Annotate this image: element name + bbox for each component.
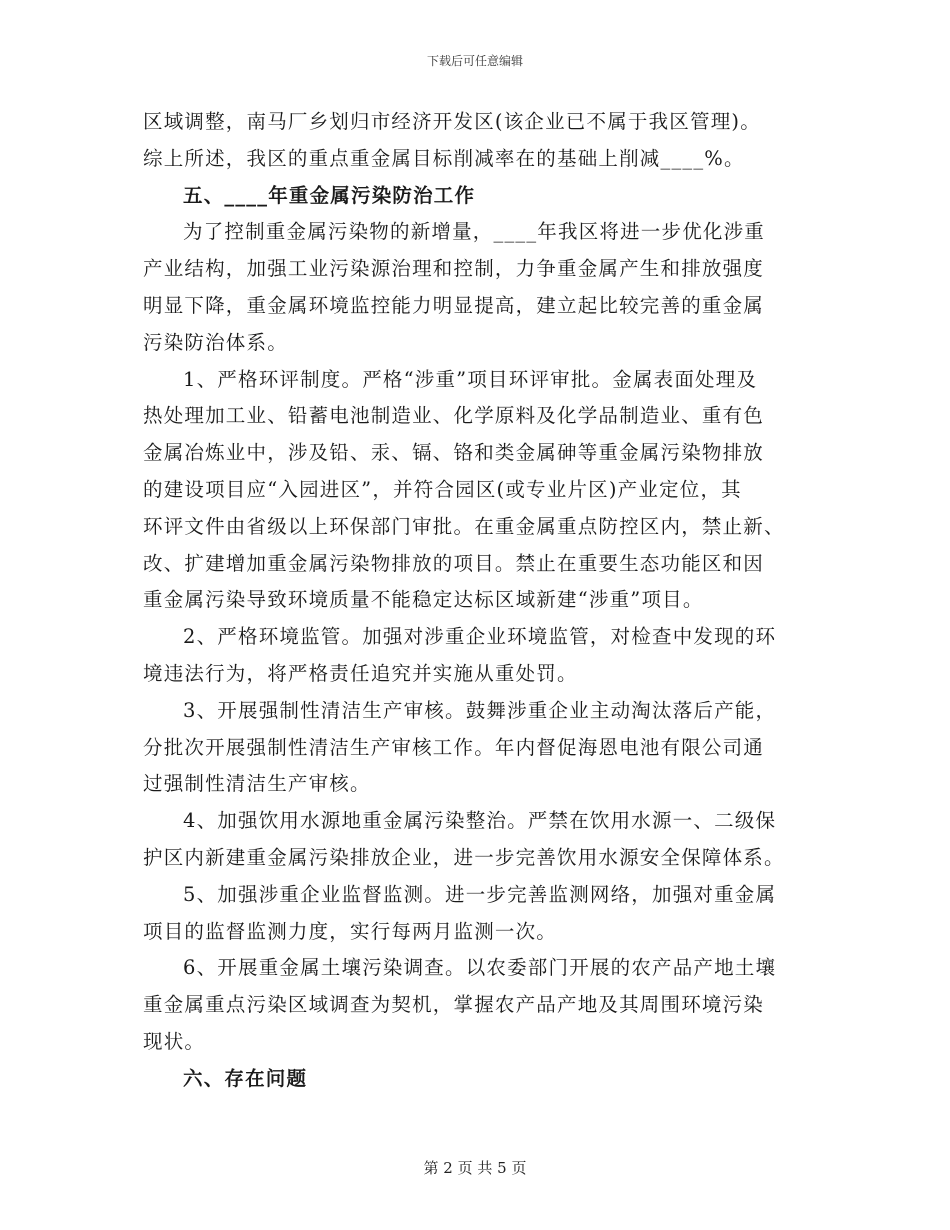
paragraph: [143, 104, 807, 178]
section-heading: [143, 1061, 807, 1098]
text-line: 过强制性清洁生产审核。: [143, 772, 371, 796]
text-line: 3、开展强制性清洁生产审核。鼓舞涉重企业主动淘汰落后产能，: [183, 698, 777, 722]
text-line: 金属冶炼业中，涉及铅、汞、镉、铬和类金属砷等重金属污染物排放: [143, 441, 765, 465]
text-line: 为了控制重金属污染物的新增量，____年我区将进一步优化涉重: [183, 220, 766, 244]
text-line: 产业结构，加强工业污染源治理和控制，力争重金属产生和排放强度: [143, 257, 765, 281]
paragraph: [143, 950, 807, 1060]
text-line: 护区内新建重金属污染排放企业，进一步完善饮用水源安全保障体系。: [143, 845, 785, 869]
paragraph: [143, 619, 807, 693]
text-line: 项目的监督监测力度，实行每两月监测一次。: [143, 919, 558, 943]
page-header: 下载后可任意编辑: [426, 54, 523, 68]
text-line: 热处理加工业、铅蓄电池制造业、化学原料及化学品制造业、重有色: [143, 404, 765, 428]
paragraph: [143, 214, 807, 361]
text-line: 4、加强饮用水源地重金属污染整治。严禁在饮用水源一、二级保: [183, 809, 777, 833]
text-line: 5、加强涉重企业监督监测。进一步完善监测网络，加强对重金属: [183, 882, 777, 906]
text-line: 重金属污染导致环境质量不能稳定达标区域新建“涉重”项目。: [143, 588, 704, 612]
paragraph: [143, 693, 807, 803]
paragraph: [143, 362, 807, 620]
paragraph: [143, 877, 807, 951]
text-line: 环评文件由省级以上环保部门审批。在重金属重点防控区内，禁止新、: [143, 514, 785, 538]
section-heading: [143, 178, 807, 215]
text-line: 区域调整，南马厂乡划归市经济开发区(该企业已不属于我区管理)。: [143, 110, 761, 133]
paragraph: [143, 803, 807, 877]
text-line: 境违法行为，将严格责任追究并实施从重处罚。: [143, 661, 578, 685]
page-number: 第 2 页 共 5 页: [423, 1159, 527, 1177]
text-line: 现状。: [143, 1029, 206, 1053]
document-body: [143, 104, 807, 1098]
text-line: 明显下降，重金属环境监控能力明显提高，建立起比较完善的重金属: [143, 293, 765, 317]
text-line: 污染防治体系。: [143, 330, 288, 354]
text-line: 的建设项目应“入园进区”，并符合园区(或专业片区)产业定位，其: [143, 477, 742, 501]
text-line: 五、____年重金属污染防治工作: [183, 183, 476, 207]
text-line: 综上所述，我区的重点重金属目标削减率在的基础上削减____%。: [143, 146, 745, 170]
text-line: 分批次开展强制性清洁生产审核工作。年内督促海恩电池有限公司通: [143, 735, 765, 759]
text-line: 改、扩建增加重金属污染物排放的项目。禁止在重要生态功能区和因: [143, 551, 765, 575]
text-line: 2、严格环境监管。加强对涉重企业环境监管，对检查中发现的环: [183, 625, 777, 649]
text-line: 1、严格环评制度。严格“涉重”项目环评审批。金属表面处理及: [183, 367, 758, 391]
text-line: 重金属重点污染区域调查为契机，掌握农产品产地及其周围环境污染: [143, 993, 765, 1017]
text-line: 六、存在问题: [183, 1066, 308, 1090]
text-line: 6、开展重金属土壤污染调查。以农委部门开展的农产品产地土壤: [183, 956, 777, 980]
